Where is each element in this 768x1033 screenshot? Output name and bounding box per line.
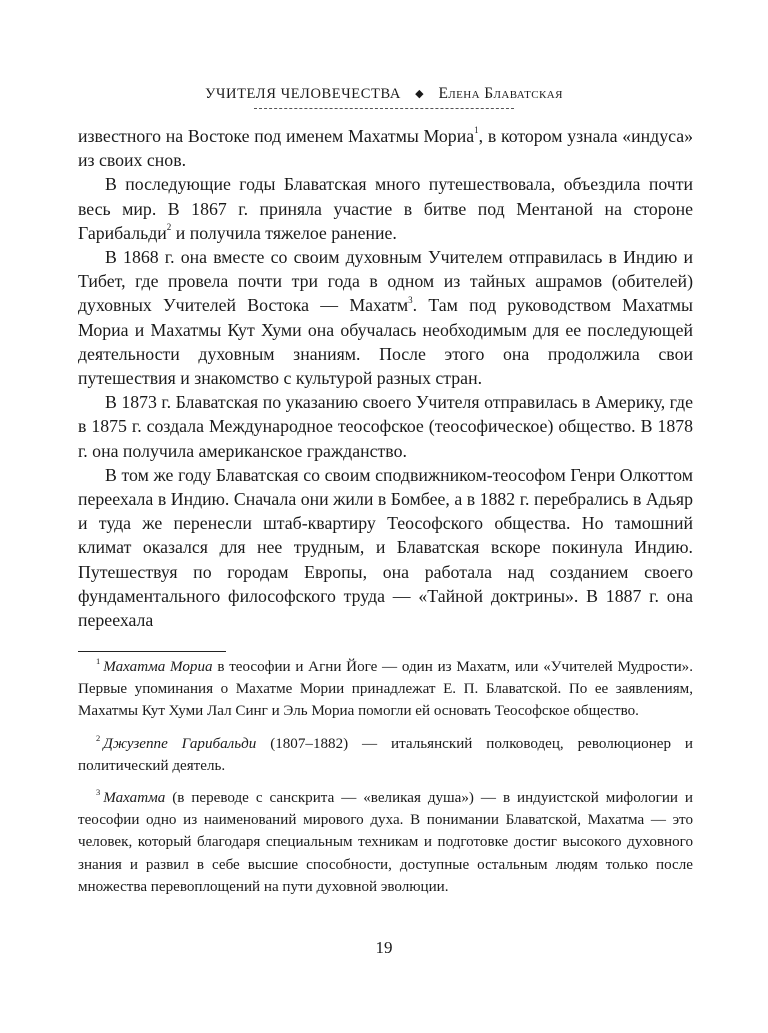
footnotes [78, 656, 693, 908]
paragraph: В 1868 г. она вместе со своим духовным Учителем отправилась в Индию и Тибет, где провела почти три года в одном из тайных ашрамов (обителей) духовных Учителей Востока — Махатм$^3$. Там под руководством Махатмы Мориа и Махатмы Кут Хуми она обучалась необходимым для ее последующей деятельности духовным знаниям. После этого она продолжила свои путешествия и знакомство с культурой разных стран. [78, 247, 694, 389]
footnote-ref-2[interactable]: 2 [166, 221, 172, 232]
footnote-term: Махатма Мориа [103, 659, 213, 675]
author-name: Елена Блаватская [438, 85, 563, 102]
footnote-divider [78, 651, 226, 652]
footnote-2: $^2$ Джузеппе Гарибальди (1807–1882) — итальянский полководец, революционер и политический деятель. [78, 732, 693, 774]
paragraph: В том же году Блаватская со своим сподвижником-теософом Генри Олкоттом переехала в Индию. Сначала они жили в Бомбее, а в 1882 г. перебрались в Адьяр и туда же перенесли штаб-квартиру Теософского общества. Но тамошний климат оказался для нее трудным, и Блаватская вскоре покинула Индию. Путешествуя по городам Европы, она работала над созданием своего фундаментального философского труда — «Тайной доктрины». В 1887 г. она переехала [78, 464, 693, 631]
footnote-3: $^3$ Махатма (в переводе с санскрита — «великая душа») — в индуистской мифологии и теософии одно из наименований мирового духа. В понимании Блаватской, Махатма — это человек, который благодаря специальным техникам и подготовке достиг высокого духовного знания и развил в себе высшие способности, доступные остальным людям только после множества перевоплощений на пути духовной эволюции. [78, 786, 693, 895]
footnote-term: Махатма [103, 790, 166, 807]
footnote-ref-3[interactable]: 3 [408, 294, 413, 305]
diamond-separator-icon: ◆ [415, 88, 425, 100]
paragraph: В последующие годы Блаватская много путешествовала, объездила почти весь мир. В 1867 г. приняла участие в битве под Ментаной на стороне Гарибальди$^2$ и получила тяжелое ранение. [78, 174, 693, 243]
footnote-ref-1[interactable]: 1 [474, 125, 479, 136]
paragraph: В 1873 г. Блаватская по указанию своего Учителя отправилась в Америку, где в 1875 г. создала Международное теософское (теософическое) общество. В 1878 г. она получила американское гражданство. [78, 392, 693, 461]
footnote-term: Джузеппе Гарибальди [103, 735, 257, 752]
header-rule [254, 108, 514, 109]
main-text [78, 124, 693, 632]
paragraph: известного на Востоке под именем Махатмы Мориа$^1$, в котором узнала «индуса» из своих снов. [78, 125, 693, 171]
footnote-1: $^1$ Махатма Мориа в теософии и Агни Йоге — один из Махатм, или «Учителей Мудрости». Первые упоминания о Махатме Мории принадлежат Е. П. Блаватской. По ее заявлениям, Махатмы Кут Хуми Лал Синг и Эль Мориа помогли ей основать Теософское общество. [78, 655, 693, 720]
book-title: УЧИТЕЛЯ ЧЕЛОВЕЧЕСТВА [205, 86, 401, 102]
running-header [0, 85, 768, 103]
page-number: 19 [375, 938, 393, 957]
